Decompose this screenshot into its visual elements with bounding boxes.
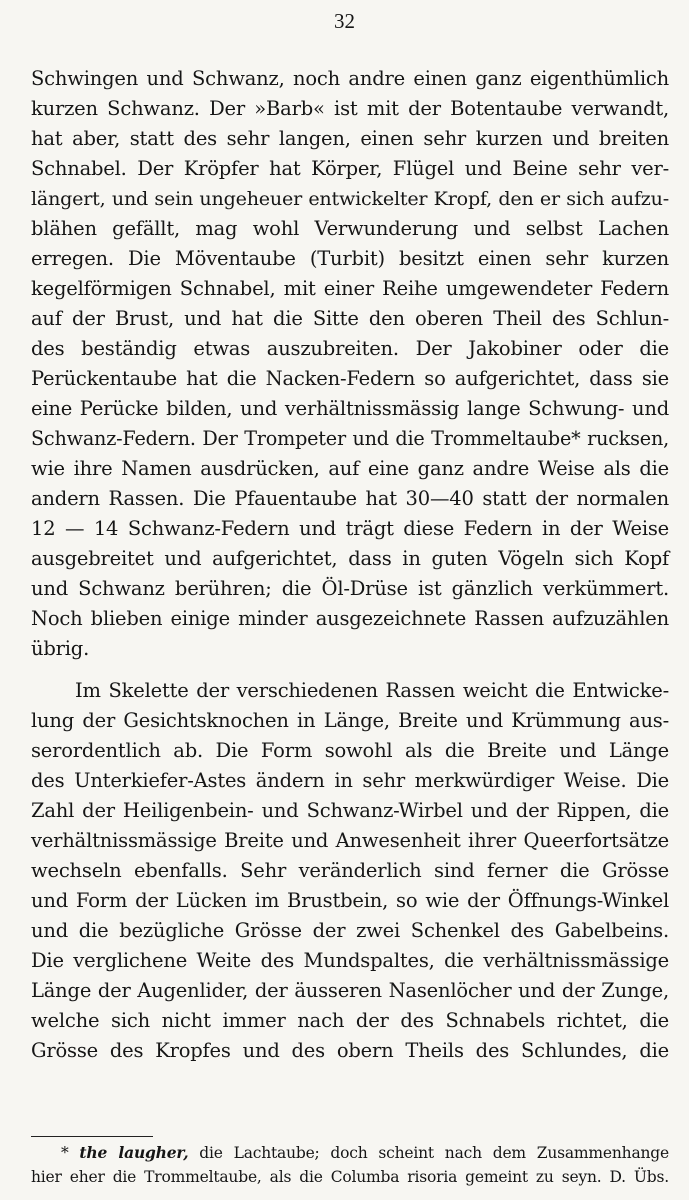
text-line: wechseln ebenfalls. Sehr veränderlich sind ferner die Grösse: [31, 859, 669, 882]
text-line: Schwingen und Schwanz, noch andre einen ganz eigenthümlich: [31, 67, 669, 90]
text-line: auf der Brust, und hat die Sitte den oberen Theil des Schlun-: [31, 307, 669, 330]
text-line: Die verglichene Weite des Mundspaltes, die verhältnissmässige: [31, 949, 669, 972]
text-line: und die bezügliche Grösse der zwei Schenkel des Gabelbeins.: [31, 919, 669, 942]
text-line: kurzen Schwanz. Der »Barb« ist mit der Botentaube verwandt,: [31, 97, 669, 120]
text-line: verhältnissmässige Breite und Anwesenheit ihrer Queerfortsätze: [31, 829, 669, 852]
footnote-line-1: [31, 1140, 669, 1165]
text-line: übrig.: [31, 637, 90, 660]
text-line: Schnabel. Der Kröpfer hat Körper, Flügel und Beine sehr ver-: [31, 157, 669, 180]
text-line: Perückentaube hat die Nacken-Federn so aufgerichtet, dass sie: [31, 367, 669, 390]
body-text: [31, 64, 669, 1066]
text-line: hat aber, statt des sehr langen, einen sehr kurzen und breiten: [31, 127, 669, 150]
paragraph-gap: [31, 664, 669, 676]
footnote-marker: *: [61, 1144, 69, 1162]
text-line: blähen gefällt, mag wohl Verwunderung und selbst Lachen: [31, 217, 669, 240]
text-line: Im Skelette der verschiedenen Rassen weicht die Entwicke-: [75, 679, 669, 702]
text-line: 12 — 14 Schwanz-Federn und trägt diese Federn in der Weise: [31, 517, 669, 540]
text-line: Länge der Augenlider, der äusseren Nasenlöcher und der Zunge,: [31, 979, 669, 1002]
text-line: des beständig etwas auszubreiten. Der Jakobiner oder die: [31, 337, 669, 360]
page-number: 32: [334, 9, 355, 33]
text-line: lung der Gesichtsknochen in Länge, Breite und Krümmung aus-: [31, 709, 669, 732]
text-line: erregen. Die Möventaube (Turbit) besitzt einen sehr kurzen: [31, 247, 669, 270]
text-line: des Unterkiefer-Astes ändern in sehr merkwürdiger Weise. Die: [31, 769, 669, 792]
text-line: welche sich nicht immer nach der des Schnabels richtet, die: [31, 1009, 669, 1032]
text-line: Schwanz-Federn. Der Trompeter und die Trommeltaube* rucksen,: [31, 427, 669, 450]
footnote-line-2: hier eher die Trommeltaube, als die Columba risoria gemeint zu seyn. D. Übs.: [31, 1168, 669, 1186]
text-line: wie ihre Namen ausdrücken, auf eine ganz andre Weise als die: [31, 457, 669, 480]
footnote-divider: [31, 1136, 153, 1137]
footnote-italic-term: the laugher,: [79, 1143, 189, 1162]
text-line: Grösse des Kropfes und des obern Theils des Schlundes, die: [31, 1039, 669, 1062]
text-line: und Form der Lücken im Brustbein, so wie der Öffnungs-Winkel: [31, 889, 669, 912]
paragraph-1: [31, 64, 669, 664]
text-line: Zahl der Heiligenbein- und Schwanz-Wirbel und der Rippen, die: [31, 799, 669, 822]
paragraph-2: [31, 676, 669, 1066]
footnote-text: die Lachtaube; doch scheint nach dem Zusammenhange: [199, 1144, 669, 1162]
text-line: und Schwanz berühren; die Öl-Drüse ist gänzlich verkümmert.: [31, 577, 669, 600]
text-line: längert, und sein ungeheuer entwickelter Kropf, den er sich aufzu-: [31, 187, 669, 210]
text-line: andern Rassen. Die Pfauentaube hat 30—40 statt der normalen: [31, 487, 669, 510]
text-line: kegelförmigen Schnabel, mit einer Reihe umgewendeter Federn: [31, 277, 669, 300]
text-line: serordentlich ab. Die Form sowohl als die Breite und Länge: [31, 739, 669, 762]
text-line: ausgebreitet und aufgerichtet, dass in guten Vögeln sich Kopf: [31, 547, 669, 570]
footnote: [31, 1140, 669, 1190]
text-line: eine Perücke bilden, und verhältnissmässig lange Schwung- und: [31, 397, 669, 420]
text-line: Noch blieben einige minder ausgezeichnete Rassen aufzuzählen: [31, 607, 669, 630]
